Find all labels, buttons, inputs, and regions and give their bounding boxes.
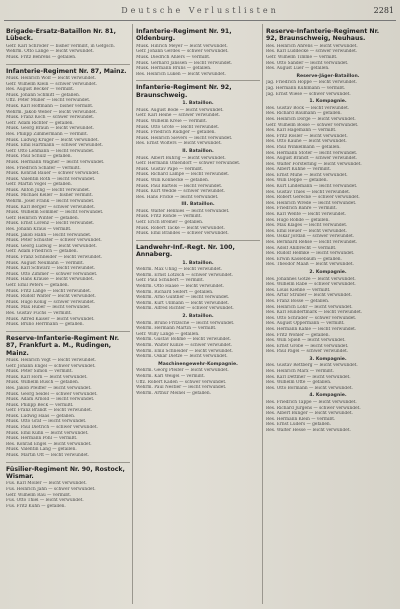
casualty-entry: Wehrm. Ernst Lötzsch — schwer verwundet. <box>136 272 233 278</box>
casualty-entry: Musk. Paul Bartels — leicht verwundet. <box>136 183 223 189</box>
column-divider <box>262 24 263 604</box>
casualty-entry: Gefr. Emil Peters — gefallen. <box>6 282 69 288</box>
text-column-left <box>6 26 130 604</box>
casualty-entry: Res. Richard Jürgens — schwer verwundet. <box>266 405 361 411</box>
casualty-entry: Gefr. Heinrich Winter — gefallen. <box>6 215 79 221</box>
casualty-entry: Musk. Emil Hartmann — schwer verwundet. <box>6 143 103 149</box>
casualty-entry: Res. Otto Sander — leicht verwundet. <box>266 60 349 66</box>
casualty-entry: Musk. Jakob Hahn — leicht verwundet. <box>6 232 92 238</box>
casualty-entry: Res. Heinrich Marx — vermißt. <box>266 369 335 375</box>
casualty-entry: Res. Rudolf Helmke — leicht verwundet. <box>266 251 355 257</box>
text-column-right <box>266 26 390 604</box>
casualty-entry: Res. Willi Spieß — leicht verwundet. <box>266 338 346 344</box>
casualty-entry: Res. Friedrich Tappe — leicht verwundet. <box>266 400 357 406</box>
casualty-entry: Res. Karl Hundertmark — leicht verwundet. <box>266 310 363 316</box>
casualty-entry: Musk. Anton Jung — leicht verwundet. <box>6 187 91 193</box>
casualty-entry: Musk. Ernst Lorenz — leicht verwundet. <box>6 221 95 227</box>
casualty-entry: Res. Walter Hesse — leicht verwundet. <box>266 428 351 433</box>
casualty-entry: Res. Louis Kiehne — vermißt. <box>266 287 331 293</box>
casualty-entry: Musk. Peter Schuster — schwer verwundet. <box>6 238 102 244</box>
casualty-entry: Musk. Hermann Wagner — leicht verwundet. <box>6 159 105 165</box>
casualty-entry: Musk. Hugo König — schwer verwundet. <box>6 299 96 305</box>
casualty-entry: Musk. Karl Horn — leicht verwundet. <box>6 374 88 380</box>
casualty-entry: Musk. Paul Schulz — gefallen. <box>6 154 72 160</box>
casualty-entry: Musk. Georg Seidel — schwer verwundet. <box>6 391 98 397</box>
section-heading: 1. Kompagnie. <box>309 99 347 105</box>
regiment-heading: Landwehr-Inf.-Regt. Nr. 100, Annaberg. <box>136 243 235 259</box>
casualty-entry: Res. Gustav Thies — leicht verwundet. <box>266 189 351 195</box>
casualty-entry: Musk. Gustav Pape — vermißt. <box>136 166 204 172</box>
casualty-entry: Musk. Otto Zimmer — schwer verwundet. <box>6 271 98 277</box>
casualty-entry: Musk. Ludwig Krüger — leicht verwundet. <box>6 137 99 143</box>
casualty-entry: Res. Johann Kraus — vermißt. <box>6 227 72 233</box>
casualty-entry: Musk. Rudolf Walter — leicht verwundet. <box>6 294 96 300</box>
casualty-entry: Res. Karl Lüddecke — schwer verwundet. <box>266 49 358 55</box>
casualty-entry: Musk. Hermann Bruns — gefallen. <box>136 66 212 72</box>
casualty-entry: Füs. Otto Thiel — leicht verwundet. <box>6 498 84 504</box>
casualty-entry: Füs. Heinrich Jahn — schwer verwundet. <box>6 487 96 493</box>
casualty-entry: Res. Wilhelm Otte — gefallen. <box>266 380 332 386</box>
casualty-entry: Gefr. Martin Vogel — gefallen. <box>6 182 72 188</box>
casualty-entry: Füs. Karl Möller — leicht verwundet. <box>6 481 87 487</box>
casualty-entry: Wehrm. Oskar Dietze — leicht verwundet. <box>136 354 228 360</box>
casualty-entry: Musk. Gerhard Janssen — leicht verwundet. <box>136 60 233 66</box>
casualty-entry: Musk. Martin Ott — leicht verwundet. <box>6 453 90 459</box>
casualty-entry: Res. Friedrich Bähre — vermißt. <box>266 206 337 212</box>
casualty-entry: Wehrm. Bruno Fritzsche — leicht verwundet. <box>136 320 235 326</box>
casualty-entry: Res. Adolf Ahlbrecht — vermißt. <box>266 245 337 251</box>
casualty-entry: Wehrm. Richard Seifert — gefallen. <box>136 289 214 295</box>
section-heading: 2. Kompagnie. <box>309 269 347 275</box>
casualty-entry: Res. Heinrich Löhr — leicht verwundet. <box>266 304 353 310</box>
section-heading: 2. Bataillon. <box>182 314 214 319</box>
casualty-entry: Musk. Georg Ludwig — leicht verwundet. <box>6 243 97 249</box>
section-divider <box>6 462 130 463</box>
casualty-entry: Res. Otto Kaune — leicht verwundet. <box>266 139 347 145</box>
casualty-entry: Res. Karl Wente — leicht verwundet. <box>266 212 347 218</box>
casualty-entry: Musk. Friedrich Rüdiger — gefallen. <box>136 130 216 136</box>
text-column-middle <box>136 26 260 604</box>
casualty-entry: Musk. Valentin Roth — leicht verwundet. <box>6 176 96 182</box>
casualty-entry: Gefr. Wilhelm Rau — vermißt. <box>6 492 72 498</box>
casualty-entry: Res. Ernst Lüders — gefallen. <box>266 422 332 428</box>
casualty-entry: Gefr. Franz Brandt — leicht verwundet. <box>6 408 93 414</box>
casualty-entry: Res. Hans Fricke — leicht verwundet. <box>136 194 219 200</box>
casualty-entry: Musk. Paul Dietrich — schwer verwundet. <box>6 425 98 431</box>
casualty-entry: Res. Walter Försterling — leicht verwundet. <box>266 161 362 167</box>
casualty-entry: Res. Bernhard Rehse — leicht verwundet. <box>266 240 358 245</box>
casualty-entry: Musk. Adam Arnold — leicht verwundet. <box>6 397 95 403</box>
casualty-entry: Musk. Albert Bührig — leicht verwundet. <box>136 155 226 161</box>
casualty-entry: Res. Fritz Rösler — leicht verwundet. <box>266 133 348 139</box>
casualty-entry: Gefr. Hermann Ohlendorf — schwer verwundet. <box>136 161 241 167</box>
casualty-entry: Musk. Karl Schwarz — leicht verwundet. <box>6 266 96 272</box>
section-heading: II. Bataillon. <box>182 148 214 154</box>
casualty-entry: Wehrm. Gustav Böhme — leicht verwundet. <box>136 337 232 343</box>
casualty-entry: Wehrm. Paul Nestler — leicht verwundet. <box>136 385 227 391</box>
casualty-entry: Res. Emil Heuer — leicht verwundet. <box>266 228 347 234</box>
casualty-entry: Res. Richard Baumann — gefallen. <box>266 111 342 117</box>
casualty-entry: Musk. August Bode — leicht verwundet. <box>136 107 224 113</box>
casualty-entry: Musk. Otto Graf — leicht verwundet. <box>6 419 87 425</box>
casualty-entry: Res. Ernst Grobe — leicht verwundet. <box>266 343 349 349</box>
casualty-entry: Musk. Emil Brandes — schwer verwundet. <box>136 231 229 237</box>
casualty-entry: Res. Philipp Zimmermann — vermißt. <box>6 131 89 137</box>
casualty-entry: Musk. Heinrich Sievers — leicht verwundet. <box>136 135 233 141</box>
casualty-entry: Musk. Philipp Beck — vermißt. <box>6 402 74 408</box>
casualty-entry: Res. Paul Winkelmann — gefallen. <box>266 144 341 150</box>
regiment-heading: Infanterie-Regiment Nr. 91, Oldenburg. <box>136 28 232 43</box>
column-divider <box>132 24 133 604</box>
casualty-entry: Uffz. Peter Müller — leicht verwundet. <box>6 98 91 104</box>
regiment-heading: Infanterie-Regiment Nr. 92, Braunschweig. <box>136 84 232 99</box>
casualty-entry: Jäg. Ernst Wiese — schwer verwundet. <box>266 91 351 97</box>
casualty-entry: Gefr. Adam Friedrich — gefallen. <box>6 249 78 255</box>
section-divider <box>6 64 130 65</box>
casualty-entry: Musk. Bruno Herrmann — gefallen. <box>6 322 84 328</box>
regiment-heading: Füsilier-Regiment Nr. 90, Rostock, Wismar. <box>6 465 125 481</box>
casualty-entry: Wehrm. Georg Pfeifer — leicht verwundet. <box>136 368 229 374</box>
casualty-entry: Musk. Otto Grote — leicht verwundet. <box>136 124 220 130</box>
section-heading: III. Bataillon. <box>181 202 215 208</box>
casualty-entry: Res. Otto Schrader — schwer verwundet. <box>266 315 357 321</box>
casualty-entry: Musk. Franz Koch — schwer verwundet. <box>6 115 95 121</box>
running-head: Deutsche Verlustlisten <box>121 6 279 15</box>
casualty-entry: Musk. Alfred Kaiser — leicht verwundet. <box>6 316 95 322</box>
casualty-entry: Musk. Max Huber — leicht verwundet. <box>6 305 91 311</box>
casualty-entry: Wehrm. Karl Weigel — vermißt. <box>136 373 205 379</box>
casualty-entry: Gefr. Johann Engel — schwer verwundet. <box>6 363 96 369</box>
casualty-entry: Jäg. Hermann Kuhlmann — vermißt. <box>266 85 346 91</box>
casualty-entry: Res. Gustav Rettberg — leicht verwundet. <box>266 363 358 369</box>
section-divider <box>136 240 260 241</box>
casualty-entry: Res. Karl Hagemann — vermißt. <box>266 128 337 134</box>
casualty-entry: Wehrm. Alfred Richter — schwer verwundet. <box>136 306 234 312</box>
header-rule <box>4 20 396 21</box>
casualty-entry: Res. Franz Bosse — gefallen. <box>266 298 330 304</box>
casualty-entry: Res. Paul Pagel — schwer verwundet. <box>266 349 349 355</box>
casualty-entry: Gefr. Paul Schubert — vermißt. <box>136 278 205 284</box>
casualty-entry: Res. Theodor Maaß — leicht verwundet. <box>266 262 354 268</box>
casualty-entry: Res. Willi Deppe — gefallen. <box>266 178 328 184</box>
casualty-entry: Res. Ernst Wolters — leicht verwundet. <box>136 141 222 147</box>
casualty-entry: Gefr. Erich Bremer — gefallen. <box>136 220 204 226</box>
casualty-entry: Musk. Wilhelm Kreie — vermißt. <box>136 118 208 124</box>
casualty-entry: Wehrm. Otto Lange — leicht verwundet. <box>6 49 94 55</box>
casualty-entry: Uffz. Robert Kaden — schwer verwundet. <box>136 379 227 385</box>
casualty-entry: Res. Karl Dettmer — leicht verwundet. <box>266 374 351 380</box>
casualty-entry: Wehrm. Arno Günther — leicht verwundet. <box>136 295 230 301</box>
casualty-entry: Gefr. Otto Lehmann — leicht verwundet. <box>6 148 95 154</box>
casualty-entry: Res. August Becker — vermißt. <box>6 87 75 93</box>
section-heading: 3. Kompagnie. <box>309 356 347 362</box>
section-heading: Maschinengewehr-Kompagnie. <box>158 361 238 367</box>
casualty-entry: Res. Kurt Lindemann — leicht verwundet. <box>266 184 358 190</box>
casualty-entry: Musk. Walter Hennies — leicht verwundet. <box>136 208 230 214</box>
casualty-entry: Res. Heinrich Dörge — leicht verwundet. <box>266 116 356 122</box>
casualty-entry: Musk. Heinrich Vogt — leicht verwundet. <box>6 357 97 363</box>
casualty-entry: Musk. Hinrich Meyer — leicht verwundet. <box>136 43 228 49</box>
casualty-entry: Musk. Willi Könnecke — gefallen. <box>136 177 210 183</box>
casualty-entry: Gefr. Karl Schröder — bisher vermißt, in Gefgsch. <box>6 43 116 49</box>
casualty-entry: Musk. Emil Kuhn — leicht verwundet. <box>6 430 89 436</box>
casualty-entry: Wehrm. Emil Schneider — leicht verwundet. <box>136 348 233 354</box>
casualty-entry: Musk. Wilhelm Busch — gefallen. <box>6 380 80 386</box>
regiment-heading: Infanterie-Regiment Nr. 87, Mainz. <box>6 67 127 75</box>
casualty-entry: Musk. Hermann Pohl — vermißt. <box>6 436 78 442</box>
casualty-entry: Res. Max Klages — leicht verwundet. <box>266 223 348 229</box>
casualty-entry: Res. Fritz Wöhler — gefallen. <box>266 332 330 338</box>
casualty-entry: Wehrm. Arthur Meinel — gefallen. <box>136 390 211 396</box>
casualty-entry: Musk. Peter Simon — vermißt. <box>6 369 73 375</box>
casualty-entry: Res. Konrad Engel — leicht verwundet. <box>6 441 92 447</box>
casualty-entry: Res. Gustav Bock — leicht verwundet. <box>266 105 350 111</box>
casualty-entry: Res. Hermann Stöter — leicht verwundet. <box>266 150 358 156</box>
casualty-entry: Res. August Lüer — gefallen. <box>266 66 330 72</box>
casualty-entry: Musk. Fritz Rohde — vermißt. <box>136 214 202 220</box>
casualty-entry: Gefr. Adam Richter — gefallen. <box>6 120 74 126</box>
casualty-entry: Res. Oskar Jordan — schwer verwundet. <box>266 234 355 240</box>
regiment-heading: Brigade-Ersatz-Bataillon Nr. 81, Lübeck. <box>6 28 116 43</box>
section-heading: 4. Kompagnie. <box>309 393 347 399</box>
casualty-entry: Res. Johannes Götze — leicht verwundet. <box>266 276 356 282</box>
casualty-entry: Res. August Brandt — schwer verwundet. <box>266 156 358 162</box>
casualty-entry: Musk. August Neumann — vermißt. <box>6 260 85 266</box>
casualty-entry: Musk. Fritz Behrens — gefallen. <box>6 55 77 60</box>
casualty-entry: Gefr. Wilhelm Bosse — schwer verwundet. <box>266 122 359 128</box>
casualty-entry: Füs. Fritz Kühn — gefallen. <box>6 503 66 509</box>
casualty-entry: Musk. Michael Keller — bisher vermißt. <box>6 193 94 199</box>
casualty-entry: Gefr. Karl Heine — schwer verwundet. <box>136 113 221 119</box>
regiment-heading: Reserve-Infanterie-Regiment Nr. 87, Frankfurt a. M., Rudingen, Mainz. <box>6 334 120 357</box>
casualty-entry: Wehrm. Max Uhlig — leicht verwundet. <box>136 267 223 273</box>
casualty-entry: Res. Albert Kühne — vermißt. <box>266 167 332 173</box>
casualty-entry: Musk. Valentin Lang — gefallen. <box>6 447 77 453</box>
section-heading: Reserve-Jäger-Bataillon. <box>296 73 360 79</box>
casualty-entry: Res. Heinrich Ahrens — leicht verwundet. <box>266 43 358 49</box>
casualty-entry: Res. Gustav Fuchs — vermißt. <box>6 310 72 316</box>
casualty-entry: Res. Hugo Rohde — gefallen. <box>266 217 330 223</box>
casualty-entry: Res. Heinrich Lüken — leicht verwundet. <box>136 71 226 77</box>
casualty-entry: Musk. Konrad Bauer — schwer verwundet. <box>6 171 100 177</box>
casualty-entry: Musk. Georg Braun — leicht verwundet. <box>6 126 94 132</box>
casualty-entry: Wehrm. Jakob Weber — leicht verwundet. <box>6 109 97 115</box>
casualty-entry: Gefr. Wilhelm Klein — schwer verwundet. <box>6 81 98 87</box>
casualty-entry: Musk. Heinrich Wolf — leicht verwundet. <box>6 76 96 81</box>
casualty-entry: Musk. Kurt Wedde — schwer verwundet. <box>136 189 226 195</box>
casualty-entry: Res. Albert Bünger — leicht verwundet. <box>266 411 353 417</box>
casualty-entry: Gefr. Willy Lange — gefallen. <box>136 331 200 337</box>
casualty-entry: Gefr. Johann Gerdes — schwer verwundet. <box>136 49 229 55</box>
casualty-entry: Gefr. Wilhelm Timme — vermißt. <box>266 55 338 60</box>
casualty-entry: Musk. Richard Lampe — leicht verwundet. <box>136 172 230 178</box>
casualty-entry: Musk. Karl Berger — schwer verwundet. <box>6 204 96 210</box>
casualty-entry: Wehrm. Kurt Ullmann — leicht verwundet. <box>136 300 230 306</box>
casualty-entry: Musk. Ludwig Haas — gefallen. <box>6 413 76 419</box>
casualty-entry: Res. Jakob Pfeiffer — leicht verwundet. <box>6 385 92 391</box>
casualty-entry: Musk. Karl Hoffmann — bisher vermißt. <box>6 103 94 109</box>
casualty-entry: Res. Robert Gerecke — schwer verwundet. <box>266 195 360 201</box>
section-divider <box>136 80 260 81</box>
casualty-entry: Res. Friedrich Schäfer — vermißt. <box>6 165 81 171</box>
casualty-entry: Res. August Oppermann — vermißt. <box>266 321 345 327</box>
casualty-entry: Res. Ernst Mühe — leicht verwundet. <box>266 172 348 178</box>
casualty-entry: Jäg. Friedrich Hoppe — leicht verwundet. <box>266 80 358 86</box>
casualty-entry: Res. Artur Strüber — leicht verwundet. <box>266 293 352 299</box>
casualty-entry: Musk. Diedrich Ahlers — vermißt. <box>136 55 211 60</box>
casualty-entry: Musk. Fritz Lange — leicht verwundet. <box>6 288 92 294</box>
section-divider <box>6 331 130 332</box>
casualty-entry: Wehrm. Walter Kunze — schwer verwundet. <box>136 342 233 348</box>
casualty-entry: Musk. Robert Tacke — leicht verwundet. <box>136 225 225 231</box>
section-heading: 1. Bataillon. <box>182 101 214 107</box>
section-heading: 1. Bataillon. <box>182 260 214 266</box>
casualty-entry: Musk. Franz Schneider — leicht verwundet. <box>6 255 103 260</box>
casualty-entry: Musk. Wilhelm Sommer — leicht verwundet. <box>6 210 104 216</box>
casualty-entry: Musk. Johann Schmitt — gefallen. <box>6 92 81 98</box>
casualty-entry: Res. Wilhelm Rabe — schwer verwundet. <box>266 282 356 288</box>
page-number: 2281 <box>373 6 394 15</box>
regiment-heading: Reserve-Infanterie-Regiment Nr. 92, Braunschweig, Neuhaus. <box>266 28 380 43</box>
casualty-entry: Musk. Hans Krause — leicht verwundet. <box>6 277 94 283</box>
casualty-entry: Res. Otto Bormann — leicht verwundet. <box>266 385 353 391</box>
casualty-entry: Res. Hermann Kahle — leicht verwundet. <box>266 326 357 332</box>
casualty-entry: Res. Heinrich Wrede — leicht verwundet. <box>266 200 357 206</box>
casualty-entry: Wehrm. Josef Frank — leicht verwundet. <box>6 199 95 205</box>
casualty-entry: Res. Hermann Klein — vermißt. <box>266 416 336 422</box>
casualty-entry: Wehrm. Hermann Martin — vermißt. <box>136 326 217 332</box>
casualty-entry: Wehrm. Otto Haase — leicht verwundet. <box>136 284 224 290</box>
casualty-entry: Res. Erwin Kassebaum — gefallen. <box>266 256 342 262</box>
